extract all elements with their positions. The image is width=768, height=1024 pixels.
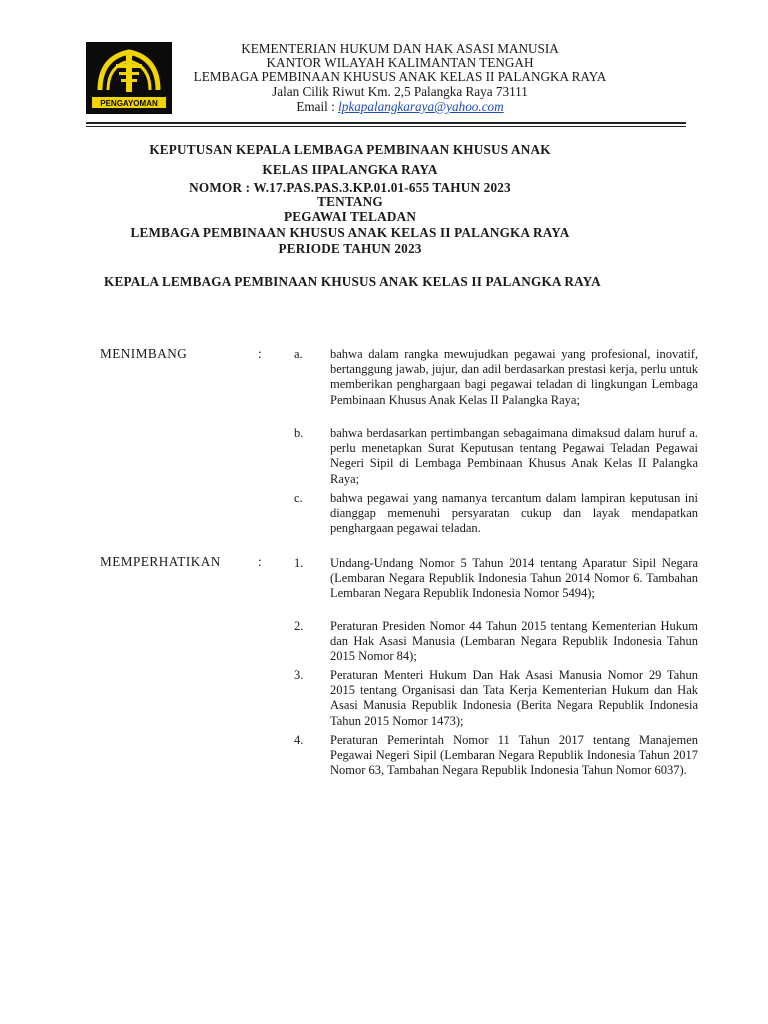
pengayoman-logo	[86, 42, 172, 114]
list-marker: b.	[294, 426, 304, 440]
email-line	[170, 99, 630, 115]
email-label: Email :	[296, 99, 339, 114]
memperhatikan-item: Peraturan Presiden Nomor 44 Tahun 2015 tentang Kementerian Hukum dan Hak Asasi Manusia (Lembaran Negara Republik Indonesia Tahun 2015 Nomor 84);	[330, 619, 698, 664]
section-label-memperhatikan: MEMPERHATIKAN	[100, 554, 221, 569]
decree-title-line2: KELAS IIPALANGKA RAYA	[262, 162, 438, 177]
institution-name: LEMBAGA PEMBINAAN KHUSUS ANAK KELAS II PALANGKA RAYA	[193, 69, 607, 84]
menimbang-item: bahwa dalam rangka mewujudkan pegawai yang profesional, inovatif, bertanggung jawab, jujur, dan adil berdasarkan prestasi kerja, perlu untuk memberikan penghargaan bagi pegawai teladan di lingkungan Lembaga Pembinaan Khusus Anak Kelas II Palangka Raya;	[330, 347, 698, 407]
section-colon: :	[258, 554, 262, 569]
decree-institution: LEMBAGA PEMBINAAN KHUSUS ANAK KELAS II PALANGKA RAYA	[130, 225, 570, 240]
regional-office: KANTOR WILAYAH KALIMANTAN TENGAH	[266, 55, 534, 70]
memperhatikan-item: Peraturan Menteri Hukum Dan Hak Asasi Manusia Nomor 29 Tahun 2015 tentang Organisasi dan Tata Kerja Kementerian Hukum dan Hak Asasi Manusia Republik Indonesia (Berita Negara Republik Indonesia Tahun 2015 Nomor 1473);	[330, 668, 698, 728]
decree-issuer: KEPALA LEMBAGA PEMBINAAN KHUSUS ANAK KELAS II PALANGKA RAYA	[104, 274, 601, 289]
section-colon: :	[258, 346, 262, 361]
list-marker: 1.	[294, 556, 304, 570]
address: Jalan Cilik Riwut Km. 2,5 Palangka Raya 73111	[272, 84, 528, 99]
decree-subject: PEGAWAI TELADAN	[283, 209, 417, 224]
list-marker: a.	[294, 347, 303, 361]
memperhatikan-item: Peraturan Pemerintah Nomor 11 Tahun 2017 tentang Manajemen Pegawai Negeri Sipil (Lembaran Negara Republik Indonesia Tahun 2017 Nomor 63, Tambahan Negara Republik Indonesia Tahun Nomor 6037).	[330, 733, 698, 778]
decree-number: NOMOR : W.17.PAS.PAS.3.KP.01.01-655 TAHUN 2023	[189, 180, 511, 195]
list-marker: 3.	[294, 668, 304, 682]
letterhead-rule-thick	[86, 122, 686, 124]
menimbang-item: bahwa pegawai yang namanya tercantum dalam lampiran keputusan ini dianggap memenuhi persyaratan cukup dan layak mendapatkan penghargaan pegawai teladan.	[330, 491, 698, 536]
list-marker: 2.	[294, 619, 304, 633]
letterhead-rule-thin	[86, 126, 686, 127]
decree-title-line1: KEPUTUSAN KEPALA LEMBAGA PEMBINAAN KHUSUS ANAK	[149, 142, 551, 157]
ministry-name: KEMENTERIAN HUKUM DAN HAK ASASI MANUSIA	[241, 41, 559, 56]
menimbang-item: bahwa berdasarkan pertimbangan sebagaimana dimaksud dalam huruf a. perlu menetapkan Surat Keputusan tentang Pegawai Teladan Pegawai Negeri Sipil di Lembaga Pembinaan Khusus Anak Kelas II Palangka Raya;	[330, 426, 698, 486]
email-link[interactable]: lpkapalangkaraya@yahoo.com	[338, 99, 504, 114]
section-label-menimbang: MENIMBANG	[100, 346, 188, 361]
decree-about: TENTANG	[317, 194, 383, 209]
pengayoman-emblem-icon	[86, 42, 172, 114]
logo-caption: PENGAYOMAN	[100, 99, 158, 108]
decree-period: PERIODE TAHUN 2023	[278, 241, 422, 256]
list-marker: 4.	[294, 733, 304, 747]
memperhatikan-item: Undang-Undang Nomor 5 Tahun 2014 tentang Aparatur Sipil Negara (Lembaran Negara Republik Indonesia Tahun 2014 Nomor 6. Tambahan Lembaran Negara Republik Indonesia Nomor 5494);	[330, 556, 698, 601]
list-marker: c.	[294, 491, 303, 505]
